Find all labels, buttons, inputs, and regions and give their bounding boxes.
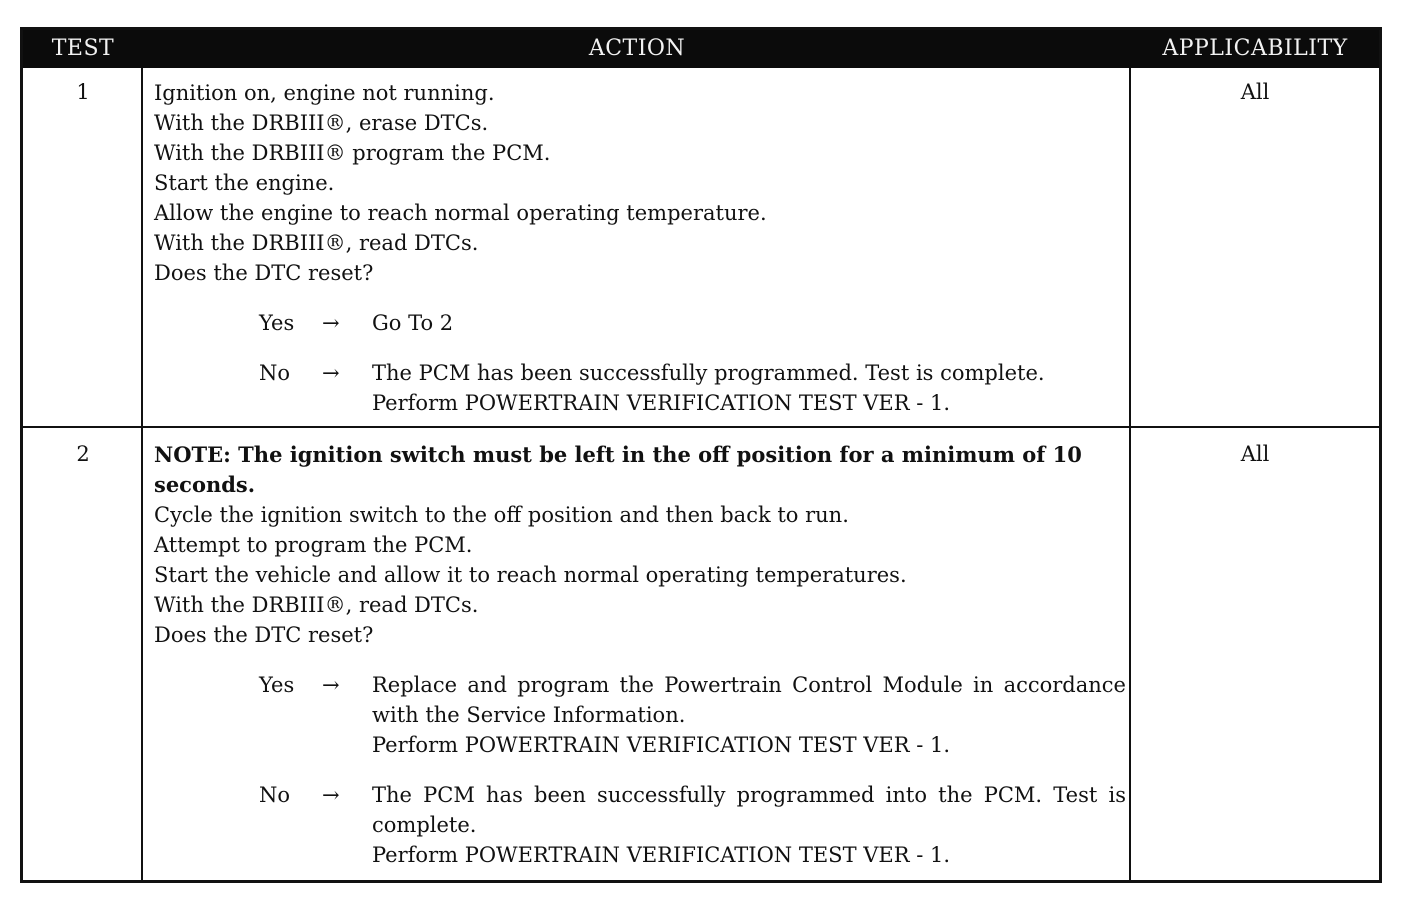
test-number: 1	[76, 80, 90, 104]
no-result-line: Perform POWERTRAIN VERIFICATION TEST VER - 1.	[372, 391, 951, 415]
yes-result	[372, 670, 1126, 760]
action-question: Does the DTC reset?	[154, 623, 374, 647]
action-step: With the DRBIII®, read DTCs.	[154, 593, 479, 617]
no-label: No	[259, 361, 291, 385]
yes-result-line: Go To 2	[372, 311, 454, 335]
yes-label: Yes	[259, 673, 295, 697]
arrow-icon: →	[322, 783, 340, 807]
action-step: Attempt to program the PCM.	[154, 533, 473, 557]
action-step: With the DRBIII®, erase DTCs.	[154, 111, 489, 135]
action-question: Does the DTC reset?	[154, 261, 374, 285]
yes-result	[372, 308, 1126, 338]
note-text: NOTE: The ignition switch must be left in the off position for a minimum of 10 seconds.	[154, 442, 1082, 497]
no-label: No	[259, 783, 291, 807]
no-branch	[154, 780, 1126, 870]
header-action: ACTION	[588, 36, 686, 61]
action-step: With the DRBIII®, read DTCs.	[154, 231, 479, 255]
action-step: Ignition on, engine not running.	[154, 81, 495, 105]
action-cell	[154, 440, 1126, 870]
yes-branch	[154, 308, 1126, 338]
action-step: Allow the engine to reach normal operating temperature.	[154, 201, 767, 225]
test-number: 2	[76, 442, 90, 466]
applicability-value: All	[1240, 80, 1270, 104]
header-applicability: APPLICABILITY	[1162, 36, 1348, 61]
no-result	[372, 780, 1126, 870]
no-result-line: The PCM has been successfully programmed. Test is complete.	[372, 361, 1045, 385]
action-cell	[154, 78, 1126, 418]
yes-branch	[154, 670, 1126, 760]
arrow-icon: →	[322, 361, 340, 385]
diagnostic-test-table	[20, 27, 1382, 883]
yes-result-line: Replace and program the Powertrain Control Module in accordance with the Service Information.	[372, 673, 1126, 727]
action-step: Start the vehicle and allow it to reach normal operating temperatures.	[154, 563, 907, 587]
applicability-value: All	[1240, 442, 1270, 466]
arrow-icon: →	[322, 673, 340, 697]
yes-label: Yes	[259, 311, 295, 335]
table-row	[23, 428, 1379, 880]
arrow-icon: →	[322, 311, 340, 335]
header-test: TEST	[51, 36, 115, 61]
table-row	[23, 68, 1379, 426]
no-branch	[154, 358, 1126, 418]
action-step: With the DRBIII® program the PCM.	[154, 141, 551, 165]
yes-result-line: Perform POWERTRAIN VERIFICATION TEST VER - 1.	[372, 733, 951, 757]
action-step: Start the engine.	[154, 171, 335, 195]
no-result-line: Perform POWERTRAIN VERIFICATION TEST VER - 1.	[372, 843, 951, 867]
table-header	[23, 30, 1379, 68]
no-result-line: The PCM has been successfully programmed into the PCM. Test is complete.	[372, 783, 1126, 837]
action-step: Cycle the ignition switch to the off position and then back to run.	[154, 503, 849, 527]
no-result	[372, 358, 1126, 418]
